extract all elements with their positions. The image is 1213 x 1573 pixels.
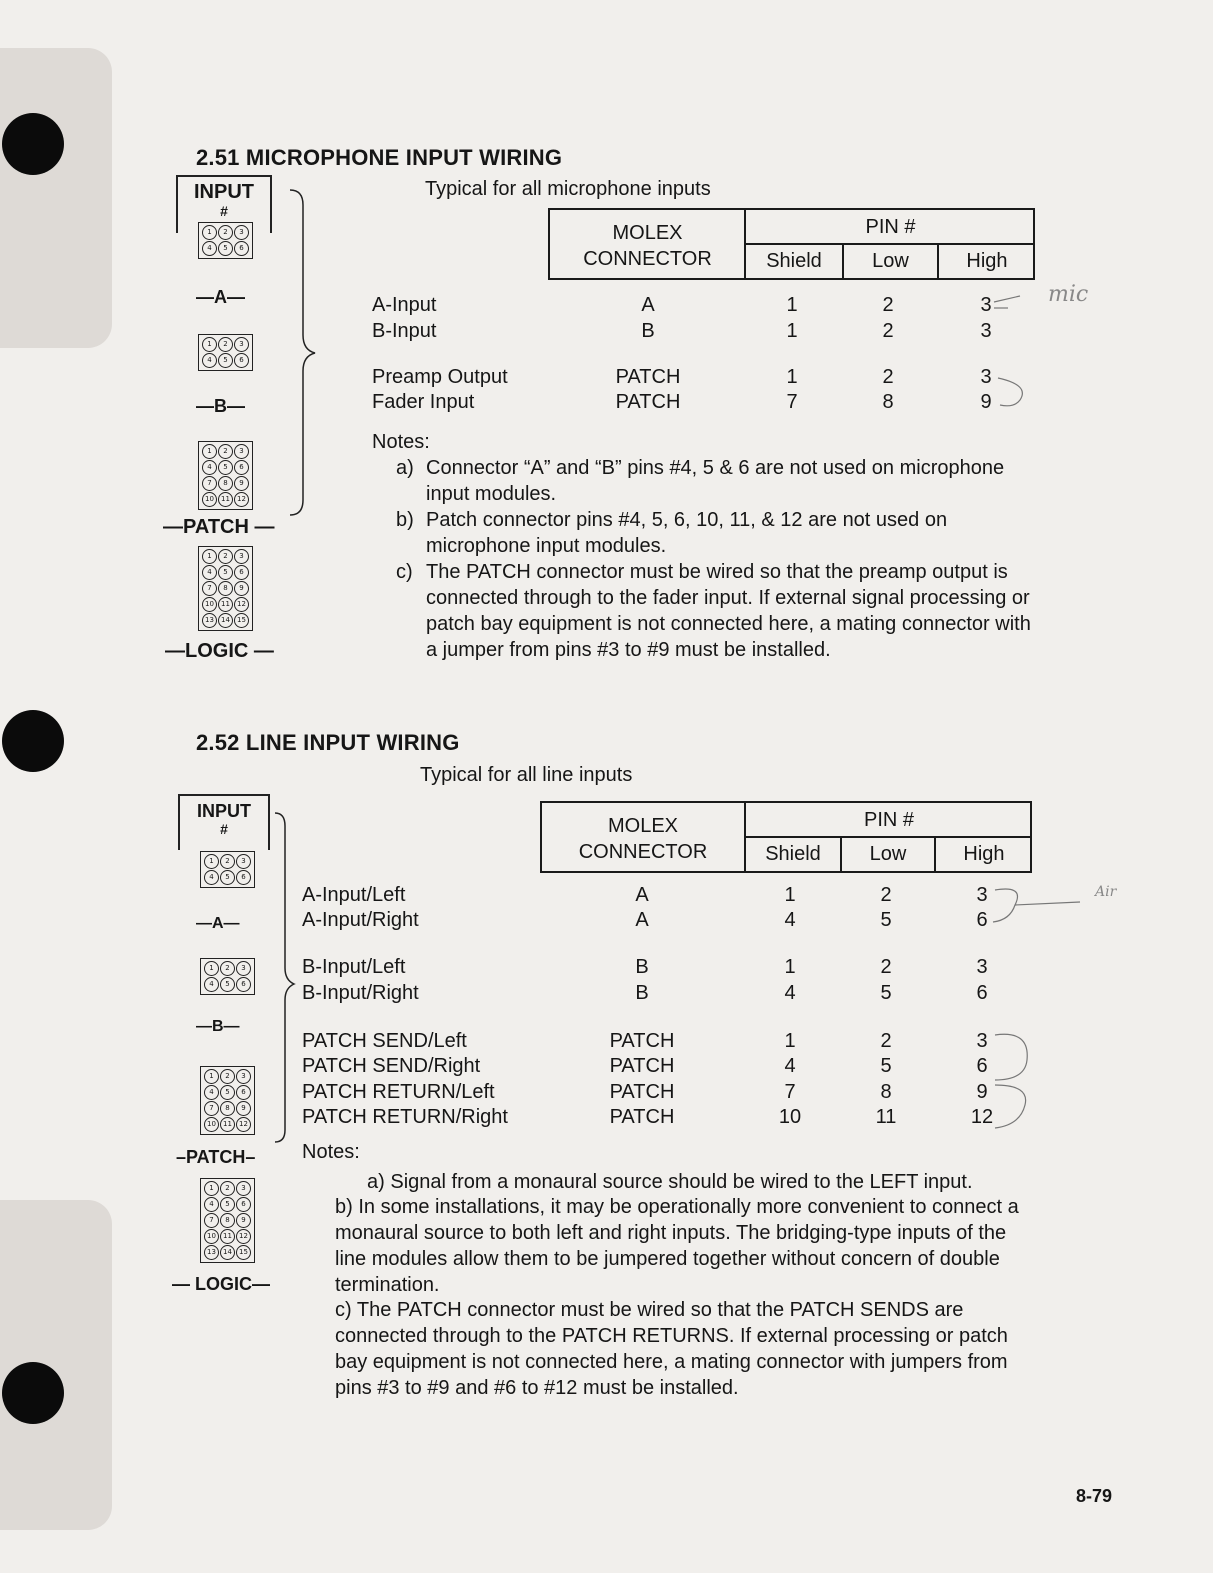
note-text: In some installations, it may be operationally more convenient to connect a monaural source to both left and right inputs. The bridging-type inputs of the line modules allow them to be jumpered together without concern of double termination. [335,1196,1019,1296]
input-hash: # [220,821,228,837]
input-box [178,794,270,850]
row-label: B-Input/Right [302,982,419,1004]
note-item [396,559,1038,663]
row-shield: 4 [784,1055,796,1077]
row-low: 2 [882,294,894,316]
row-high: 3 [976,1030,988,1052]
row-low: 8 [882,391,894,413]
row-high: 6 [976,909,988,931]
high-header: High [966,250,1008,272]
notes-label-line: Notes: [302,1141,360,1163]
row-conn: PATCH [615,366,681,388]
note-key: b) [396,509,414,531]
row-shield: 7 [786,391,798,413]
row-high: 9 [976,1081,988,1103]
shield-header: Shield [766,250,822,272]
row-high: 9 [980,391,992,413]
molex-header: MOLEX [612,222,683,244]
connector-patch-icon: 1 2 3 4 5 6 7 8 9 10 11 12 [200,1066,255,1135]
binder-hole-3 [2,1362,64,1424]
connector-logic-icon: 1 2 3 4 5 6 7 8 9 10 11 12 13 14 15 [200,1178,255,1263]
row-low: 2 [880,956,892,978]
row-label: Preamp Output [372,366,508,388]
note-text: Patch connector pins #4, 5, 6, 10, 11, & 12 are not used on microphone input modules. [426,509,948,557]
row-label: A-Input [372,294,437,316]
row-conn: PATCH [609,1106,675,1128]
row-conn: B [641,320,655,342]
row-low: 8 [880,1081,892,1103]
note-text: Connector “A” and “B” pins #4, 5 & 6 are not used on microphone input modules. [426,457,1005,505]
row-shield: 7 [784,1081,796,1103]
connector-b-icon: 1 2 3 4 5 6 [200,958,255,995]
row-conn: B [635,982,649,1004]
binder-hole-1 [2,113,64,175]
section-subtitle-line: Typical for all line inputs [420,764,633,786]
connector-b-label: —B— [196,1018,240,1035]
row-low: 5 [880,909,892,931]
note-key: a) [367,1171,385,1193]
row-high: 6 [976,982,988,1004]
connector-logic-icon: 1 2 3 4 5 6 7 8 9 10 11 12 13 14 15 [198,546,253,631]
input-label: INPUT [194,181,254,203]
note-item [396,507,1038,559]
connector-a-label: —A— [196,287,245,307]
page-number: 8-79 [1076,1486,1113,1506]
row-conn: A [641,294,655,316]
molex-header: MOLEX [607,815,679,837]
low-header: Low [872,250,909,272]
connector-b-icon: 1 2 3 4 5 6 [198,334,253,371]
row-shield: 1 [786,366,798,388]
row-low: 2 [882,320,894,342]
row-conn: PATCH [609,1055,675,1077]
row-conn: A [635,884,649,906]
connector-b-label: —B— [196,396,245,416]
row-conn: PATCH [609,1081,675,1103]
pin-header: PIN # [865,216,916,238]
row-high: 6 [976,1055,988,1077]
row-conn: B [635,956,649,978]
section-title-line: 2.52 LINE INPUT WIRING [196,730,460,755]
row-high: 3 [976,956,988,978]
row-shield: 1 [786,294,798,316]
note-key: c) [335,1299,352,1321]
row-low: 2 [882,366,894,388]
connector-a-label: —A— [196,915,240,932]
handwritten-note-mic: mic [1048,282,1089,307]
connector-header: CONNECTOR [583,248,712,270]
row-label: B-Input [372,320,437,342]
binder-tab-top [0,48,112,348]
note-item [335,1297,1035,1401]
handwritten-mark-2 [985,880,1095,1140]
handwritten-note-line: Air [1095,884,1117,900]
connector-patch-label: –PATCH– [176,1147,256,1167]
connector-logic-label: — LOGIC— [172,1274,270,1294]
connector-header: CONNECTOR [578,841,708,863]
note-text: The PATCH connector must be wired so that the PATCH SENDS are connected through to the PATCH RETURNS. If external processing or patch bay equipment is not connected here, a mating connector with jumpers from pins #3 to #9 and #6 to #12 must be installed. [335,1299,1008,1399]
high-header: High [963,843,1005,865]
row-low: 5 [880,982,892,1004]
binder-hole-2 [2,710,64,772]
row-shield: 4 [784,982,796,1004]
row-high: 3 [980,366,992,388]
row-high: 12 [970,1106,994,1128]
row-label: B-Input/Left [302,956,406,978]
notes-label-mic: Notes: [372,431,430,453]
row-high: 3 [980,294,992,316]
row-shield: 4 [784,909,796,931]
row-label: PATCH RETURN/Right [302,1106,508,1128]
row-conn: PATCH [609,1030,675,1052]
row-low: 5 [880,1055,892,1077]
row-label: PATCH SEND/Right [302,1055,481,1077]
input-hash: # [220,203,228,219]
section-subtitle-mic: Typical for all microphone inputs [425,178,711,200]
connector-a-icon: 1 2 3 4 5 6 [198,222,253,259]
row-shield: 1 [786,320,798,342]
table-header-line [540,801,1032,873]
note-key: a) [396,457,414,479]
row-label: A-Input/Right [302,909,419,931]
row-label: PATCH RETURN/Left [302,1081,495,1103]
connector-a-icon: 1 2 3 4 5 6 [200,851,255,888]
row-shield: 1 [784,1030,796,1052]
note-item [396,455,1038,507]
section-title-mic: 2.51 MICROPHONE INPUT WIRING [196,145,563,170]
shield-header: Shield [765,843,821,865]
row-low: 2 [880,1030,892,1052]
connector-patch-icon: 1 2 3 4 5 6 7 8 9 10 11 12 [198,441,253,510]
row-conn: A [635,909,649,931]
brace-icon [270,808,300,1148]
brace-icon [285,185,325,520]
connector-patch-label: —PATCH — [163,516,275,538]
row-low: 2 [880,884,892,906]
table-header-mic [548,208,1035,280]
input-label: INPUT [197,801,251,821]
row-label: PATCH SEND/Left [302,1030,467,1052]
row-shield: 10 [778,1106,802,1128]
note-item [335,1169,1035,1195]
handwritten-mark-1 [990,290,1050,420]
note-key: b) [335,1196,353,1218]
note-text: The PATCH connector must be wired so that the preamp output is connected through to the fader input. If external signal processing or patch bay equipment is not connected here, a mating connector with a jumper from pins #3 to #9 must be installed. [426,561,1031,661]
row-high: 3 [980,320,992,342]
row-label: Fader Input [372,391,475,413]
row-conn: PATCH [615,391,681,413]
low-header: Low [869,843,907,865]
row-high: 3 [976,884,988,906]
row-label: A-Input/Left [302,884,406,906]
row-shield: 1 [784,884,796,906]
pin-header: PIN # [863,809,915,831]
row-shield: 1 [784,956,796,978]
note-text: Signal from a monaural source should be wired to the LEFT input. [390,1171,973,1193]
connector-logic-label: —LOGIC — [165,640,274,662]
note-item [335,1194,1035,1298]
note-key: c) [396,561,413,583]
row-low: 11 [875,1106,897,1128]
